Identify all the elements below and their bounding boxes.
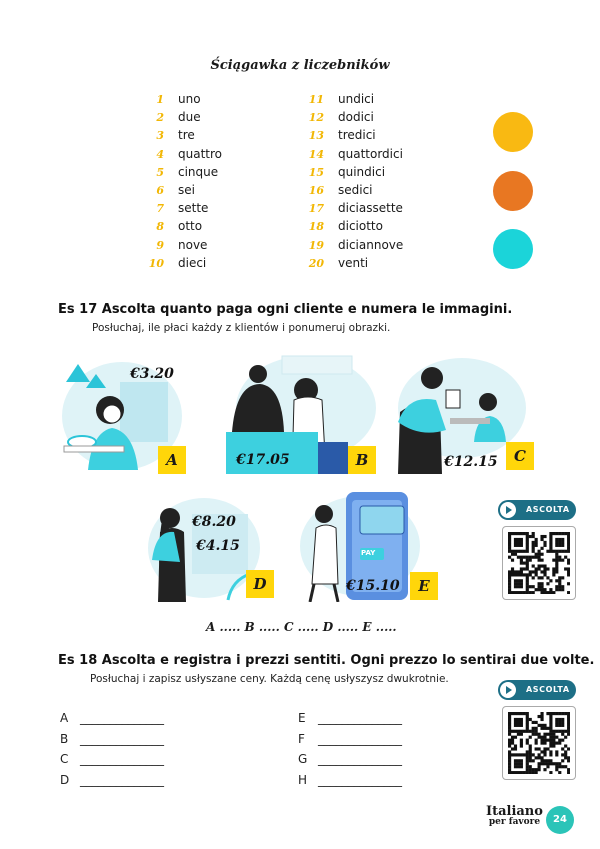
es17-subheading: Posłuchaj, ile płaci każdy z klientów i ponumeruj obrazki. [92,322,391,334]
footer-brand [486,806,543,828]
es18-answer-row [298,711,402,725]
row-blank[interactable]: ______________ [318,772,402,787]
panel-b-label: B [348,446,376,474]
number-word: sedici [338,183,373,197]
es18-answer-row [60,752,164,766]
es18-answer-row [298,773,402,787]
es18-answer-row [298,752,402,766]
es17-ascolta-label: ASCOLTA [526,505,570,514]
number-digit: 6 [156,184,164,197]
number-digit: 3 [156,129,164,143]
yellow-dot [493,112,533,152]
number-row [140,199,208,217]
es18-qr-code [502,706,576,780]
page-number-badge [546,806,574,834]
number-word: dodici [338,110,374,125]
number-row [300,199,403,217]
qr-icon [508,532,570,594]
number-digit: 15 [308,165,324,179]
number-digit: 12 [308,111,324,125]
number-word: tre [178,128,195,143]
qr-icon [508,712,570,774]
number-row [300,236,403,254]
number-word: quattro [178,146,222,161]
number-digit: 18 [308,220,324,234]
number-word: sei [178,183,195,197]
brand-line-1: Italiano [486,804,543,819]
row-letter: F [298,731,305,746]
number-row [140,108,201,126]
row-letter: H [298,772,308,787]
play-icon [500,682,516,698]
number-row [300,181,373,199]
number-row [300,145,403,163]
es17-answer-line: A ..... B ..... C ..... D ..... E ..... [206,620,397,634]
number-row [140,254,206,272]
number-row [140,145,222,163]
number-word: undici [338,92,375,106]
row-letter: C [60,752,69,766]
es17-heading: Es 17 Ascolta quanto paga ogni cliente e numera le immagini. [58,302,513,317]
panel-e-pay-label: PAY [361,549,376,557]
row-blank[interactable]: ______________ [80,752,164,766]
number-row [300,163,385,181]
es18-ascolta-button[interactable] [498,680,576,700]
number-digit: 19 [308,238,324,252]
panel-d-price-1: €8.20 [192,514,236,530]
es18-answer-row [60,711,164,725]
number-row [140,126,195,144]
number-word: diciannove [338,237,404,252]
row-blank[interactable]: ______________ [80,711,164,725]
number-digit: 2 [156,111,164,125]
panel-d-label: D [246,570,274,598]
number-row [140,181,195,199]
panel-c-price: €12.15 [444,454,498,470]
number-digit: 20 [308,256,324,270]
es18-subheading: Posłuchaj i zapisz usłyszane ceny. Każdą cenę usłyszysz dwukrotnie. [90,673,449,685]
row-blank[interactable]: ______________ [318,752,402,766]
panel-e-price: €15.10 [346,578,400,594]
number-word: tredici [338,128,376,143]
panel-a-label: A [158,446,186,474]
number-row [140,217,202,235]
number-digit: 16 [308,184,324,197]
panel-c-label: C [506,442,534,470]
number-word: uno [178,92,201,106]
panel-d-price-2: €4.15 [196,538,240,554]
number-word: diciassette [338,201,403,216]
number-digit: 10 [148,256,164,270]
es18-answer-row [298,732,402,746]
number-row [300,217,383,235]
row-blank[interactable]: ______________ [318,731,402,746]
number-digit: 7 [156,202,164,216]
cheat-sheet-title: Ściągawka z liczebników [210,58,390,73]
number-word: quattordici [338,146,403,161]
panel-c [392,352,534,474]
number-row [300,108,374,126]
number-row [140,236,207,254]
number-digit: 14 [308,147,324,161]
panel-e-label: E [410,572,438,600]
brand-line-2: per favore [488,817,541,827]
panel-a [60,352,186,474]
panel-a-price: €3.20 [130,366,174,382]
numbers-right-column [300,90,460,276]
es17-qr-code [502,526,576,600]
row-letter: D [60,772,70,787]
row-letter: B [60,731,69,746]
number-row [140,163,218,181]
es18-heading: Es 18 Ascolta e registra i prezzi sentiti. Ogni prezzo lo sentirai due volte. [58,653,595,668]
number-digit: 5 [156,165,164,179]
row-letter: E [298,711,306,725]
number-word: otto [178,219,203,234]
number-digit: 17 [308,202,324,216]
number-word: due [178,110,201,125]
number-digit: 1 [156,93,164,106]
page-number: 24 [553,814,567,825]
panel-b [226,352,378,474]
row-blank[interactable]: ______________ [80,772,164,787]
row-blank[interactable]: ______________ [80,731,164,746]
number-digit: 9 [156,238,164,252]
row-blank[interactable]: ______________ [318,711,402,725]
es18-answer-row [60,773,164,787]
panel-e [298,490,440,602]
number-digit: 4 [156,147,164,161]
es17-ascolta-button[interactable] [498,500,576,520]
numbers-left-column [140,90,300,276]
number-row [300,254,368,272]
number-digit: 13 [308,129,324,143]
number-word: venti [338,255,369,270]
es18-ascolta-label: ASCOLTA [526,685,570,694]
number-word: diciotto [338,219,383,234]
row-letter: A [60,711,69,725]
number-word: dieci [178,255,207,270]
play-icon [500,502,516,518]
row-letter: G [298,752,308,766]
number-digit: 11 [308,93,324,106]
number-word: quindici [338,164,386,179]
number-word: sette [178,201,209,216]
cyan-dot [493,229,533,269]
orange-dot [493,171,533,211]
es18-answer-row [60,732,164,746]
number-word: cinque [178,164,219,179]
panel-b-price: €17.05 [236,452,290,468]
number-row [300,126,376,144]
number-word: nove [178,237,208,252]
panel-d [142,490,278,602]
number-row [300,90,374,108]
number-digit: 8 [156,220,164,234]
number-row [140,90,201,108]
